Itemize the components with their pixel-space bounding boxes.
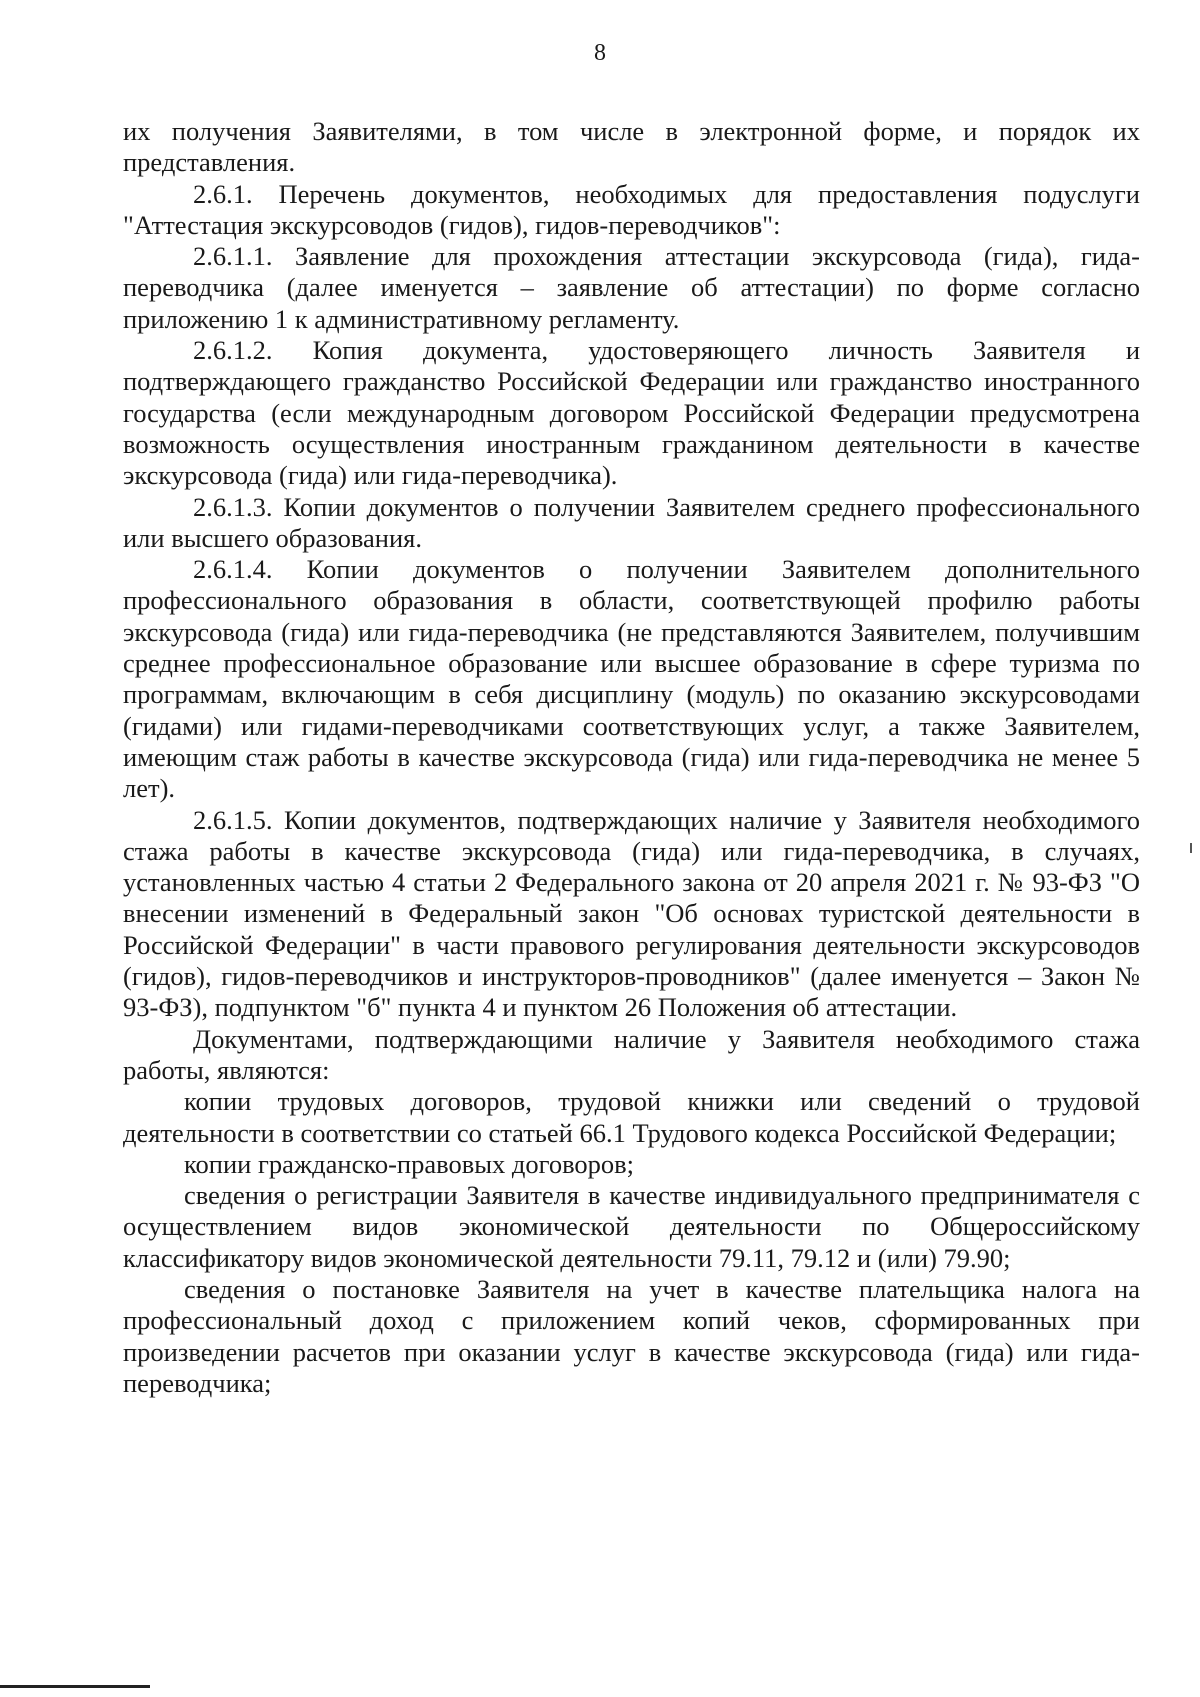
paragraph-2-6-1-3: 2.6.1.3. Копии документов о получении Заявителем среднего профессионального или высшего образования. bbox=[123, 491, 1140, 553]
page-number: 8 bbox=[594, 40, 606, 66]
paragraph-2-6-1-4: 2.6.1.4. Копии документов о получении Заявителем дополнительного профессионального образования в области, соответствующей профилю работы экскурсовода (гида) или гида-переводчика (не представляются Заявителем, получившим среднее профессиональное образование или высшее образование в сфере туризма по программам, включающим в себя дисциплину (модуль) по оказанию экскурсоводами (гидами) или гидами-переводчиками соответствующих услуг, а также Заявителем, имеющим стаж работы в качестве экскурсовода (гида) или гида-переводчика не менее 5 лет). bbox=[123, 554, 1140, 804]
paragraph-2-6-1-1: 2.6.1.1. Заявление для прохождения аттестации экскурсовода (гида), гида-переводчика (далее именуется – заявление об аттестации) по форме согласно приложению 1 к административному регламенту. bbox=[123, 241, 1140, 334]
paragraph-2-6-1: 2.6.1. Перечень документов, необходимых для предоставления подуслуги "Аттестация экскурсоводов (гидов), гидов-переводчиков": bbox=[123, 178, 1140, 240]
paragraph-2-6-1-2: 2.6.1.2. Копия документа, удостоверяющего личность Заявителя и подтверждающего гражданство Российской Федерации или гражданство иностранного государства (если международным договором Российской Федерации предусмотрена возможность осуществления иностранным гражданином деятельности в качестве экскурсовода (гида) или гида-переводчика). bbox=[123, 335, 1140, 491]
scan-margin-mark bbox=[1190, 843, 1192, 853]
scan-bottom-rule bbox=[0, 1685, 150, 1688]
paragraph-documents-intro: Документами, подтверждающими наличие у Заявителя необходимого стажа работы, являются: bbox=[123, 1023, 1140, 1085]
list-item-labor-contracts: копии трудовых договоров, трудовой книжки или сведений о трудовой деятельности в соответствии со статьей 66.1 Трудового кодекса Российской Федерации; bbox=[123, 1086, 1140, 1148]
list-item-entrepreneur-registration: сведения о регистрации Заявителя в качестве индивидуального предпринимателя с осуществлением видов экономической деятельности по Общероссийскому классификатору видов экономической деятельности 79.11, 79.12 и (или) 79.90; bbox=[123, 1180, 1140, 1273]
paragraph-2-6-1-5: 2.6.1.5. Копии документов, подтверждающих наличие у Заявителя необходимого стажа работы в качестве экскурсовода (гида) или гида-переводчика, в случаях, установленных частью 4 статьи 2 Федерального закона от 20 апреля 2021 г. № 93-ФЗ "О внесении изменений в Федеральный закон "Об основах туристской деятельности в Российской Федерации" в части правового регулирования деятельности экскурсоводов (гидов), гидов-переводчиков и инструкторов-проводников" (далее именуется – Закон № 93-ФЗ), подпунктом "б" пункта 4 и пунктом 26 Положения об аттестации. bbox=[123, 804, 1140, 1023]
paragraph-continuation: их получения Заявителями, в том числе в электронной форме, и порядок их представления. bbox=[123, 116, 1140, 178]
list-item-tax-registration: сведения о постановке Заявителя на учет в качестве плательщика налога на профессиональный доход с приложением копий чеков, сформированных при произведении расчетов при оказании услуг в качестве экскурсовода (гида) или гида-переводчика; bbox=[123, 1273, 1140, 1398]
list-item-civil-contracts: копии гражданско-правовых договоров; bbox=[184, 1148, 635, 1179]
document-body bbox=[123, 116, 1140, 1399]
